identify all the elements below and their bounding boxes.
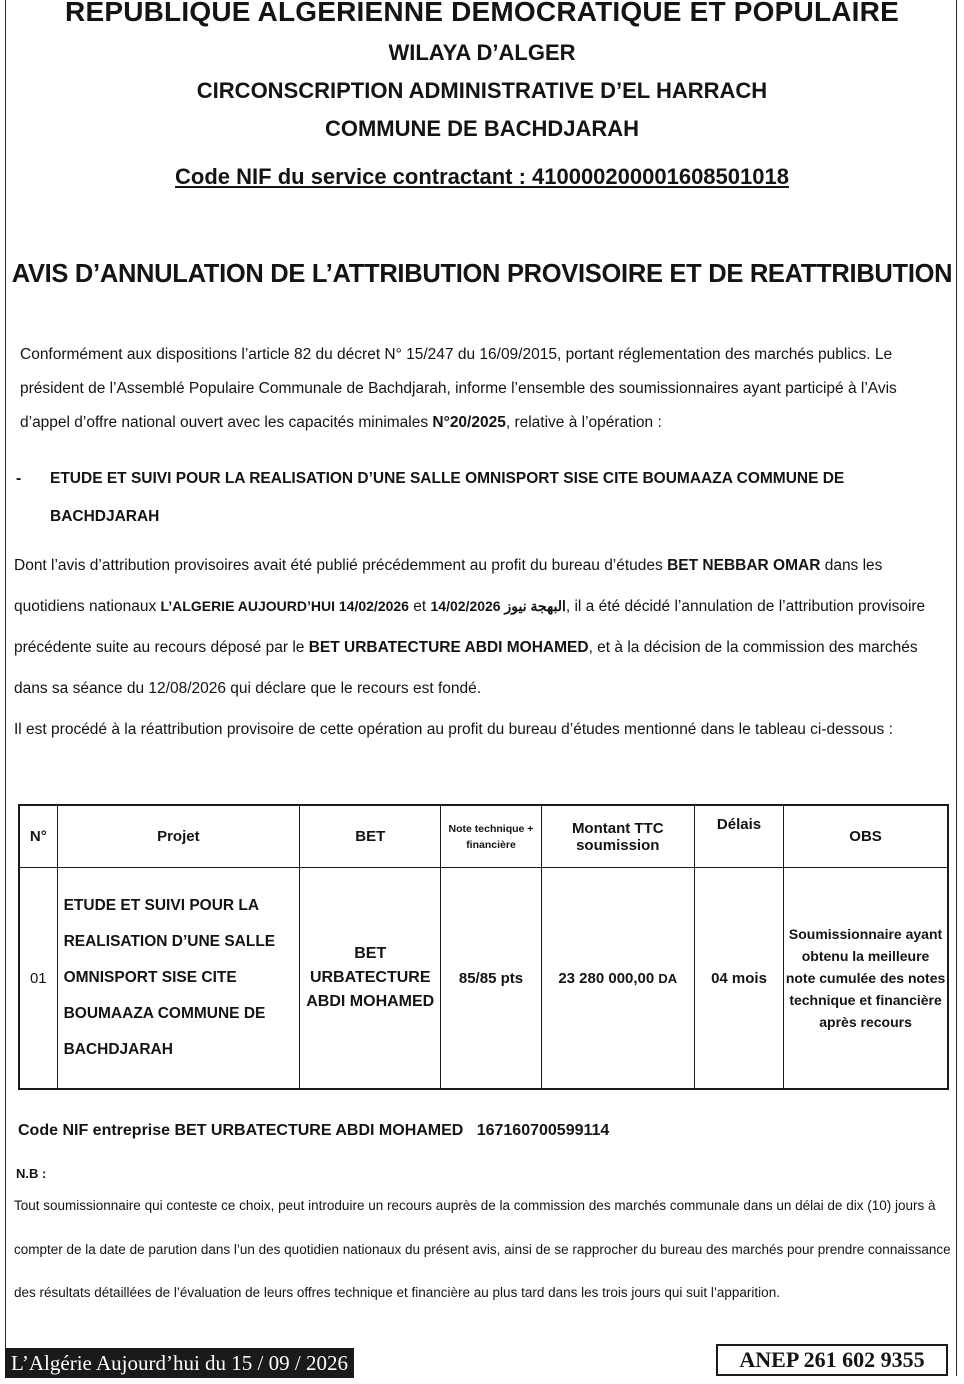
anep-reference: ANEP 261 602 9355	[716, 1344, 948, 1376]
col-header-bet: BET	[300, 805, 441, 868]
col-header-note: Note technique + financière	[441, 805, 541, 868]
reattribution-paragraph: Il est procédé à la réattribution provisoire de cette opération au profit du bureau d’études mentionné dans le tableau ci-dessous :	[14, 721, 893, 738]
montant-value: 23 280 000,00	[558, 969, 655, 987]
col-header-projet: Projet	[57, 805, 300, 868]
avis-number: N°20/2025	[432, 414, 506, 431]
header-circonscription: CIRCONSCRIPTION ADMINISTRATIVE D’EL HARRACH	[196, 78, 768, 103]
cell-delais: 04 mois	[694, 868, 783, 1090]
code-nif-entreprise: Code NIF entreprise BET URBATECTURE ABDI MOHAMED 167160700599114	[18, 1122, 610, 1139]
table-header-row	[19, 805, 948, 868]
cell-projet: ETUDE ET SUIVI POUR LA REALISATION D’UNE SALLE OMNISPORT SISE CITE BOUMAAZA COMMUNE DE BACHDJARAH	[57, 868, 300, 1090]
operation-text: ETUDE ET SUIVI POUR LA REALISATION D’UNE SALLE OMNISPORT SISE CITE BOUMAAZA COMMUNE DE BACHDJARAH	[50, 470, 845, 525]
col-header-obs: OBS	[784, 805, 948, 868]
cell-note: 85/85 pts	[441, 868, 541, 1090]
col-header-num: N°	[19, 805, 57, 868]
notice-title: AVIS D’ANNULATION DE L’ATTRIBUTION PROVISOIRE ET DE REATTRIBUTION	[11, 260, 953, 288]
attribution-table	[18, 804, 949, 1090]
cell-num: 01	[19, 868, 57, 1090]
table-row	[19, 868, 948, 1090]
code-nif-value: 167160700599114	[476, 1122, 610, 1139]
cell-montant	[541, 868, 694, 1090]
newspaper-footer: L’Algérie Aujourd’hui du 15 / 09 / 2026	[5, 1348, 354, 1378]
header-commune: COMMUNE DE BACHDJARAH	[324, 116, 640, 141]
col-header-montant: Montant TTC soumission	[541, 805, 694, 868]
header-wilaya: WILAYA D’ALGER	[388, 40, 576, 65]
nb-label: N.B :	[16, 1166, 47, 1181]
newspaper-1: L’ALGERIE AUJOURD’HUI 14/02/2026	[160, 598, 409, 614]
intro-paragraph: Conformément aux dispositions l’article 82 du décret N° 15/247 du 16/09/2015, portant réglementation des marchés publics. Le président de l’Assemblé Populaire Communale de Bachdjarah, informe l’ensemble des soumissionnaires ayant participé à l’Avis d’appel d’offre national ouvert avec les capacités minimales N°20/2025, relative à l’opération :	[20, 346, 897, 431]
new-bet: BET URBATECTURE ABDI MOHAMED	[308, 639, 589, 656]
annulation-paragraph: Dont l’avis d’attribution provisoires avait été publié précédemment au profit du bureau d’études BET NEBBAR OMAR dans les quotidiens nationaux L’ALGERIE AUJOURD’HUI 14/02/2026 et البهجة نيوز 14/02/2026, il a été décidé l’annulation de l’attribution provisoire précédente suite au recours déposé par le BET URBATECTURE ABDI MOHAMED, et à la décision de la commission des marchés dans sa séance du 12/08/2026 qui déclare que le recours est fondé.	[14, 557, 926, 697]
operation-dash: -	[16, 470, 22, 487]
montant-currency: DA	[658, 970, 678, 986]
previous-bet: BET NEBBAR OMAR	[667, 557, 821, 574]
cell-obs: Soumissionnaire ayant obtenu la meilleure note cumulée des notes technique et financière après recours	[784, 868, 948, 1090]
header-republic: REPUBLIQUE ALGERIENNE DEMOCRATIQUE ET POPULAIRE	[65, 0, 899, 27]
nb-text: Tout soumissionnaire qui conteste ce choix, peut introduire un recours auprès de la commission des marchés communale dans un délai de dix (10) jours à compter de la date de parution dans l’un des quotidien nationaux du présent avis, ainsi de se rapprocher du bureau des marchés pour prendre connaissance des résultats détaillées de l’évaluation de leurs offres technique et financière au plus tard dans les trois jours qui suit l’apparition.	[14, 1198, 951, 1300]
header-nif: Code NIF du service contractant : 410000200001608501018	[175, 164, 789, 189]
cell-bet: BET URBATECTURE ABDI MOHAMED	[300, 868, 441, 1090]
newspaper-2: البهجة نيوز 14/02/2026	[430, 598, 566, 614]
col-header-delais: Délais	[694, 805, 783, 868]
